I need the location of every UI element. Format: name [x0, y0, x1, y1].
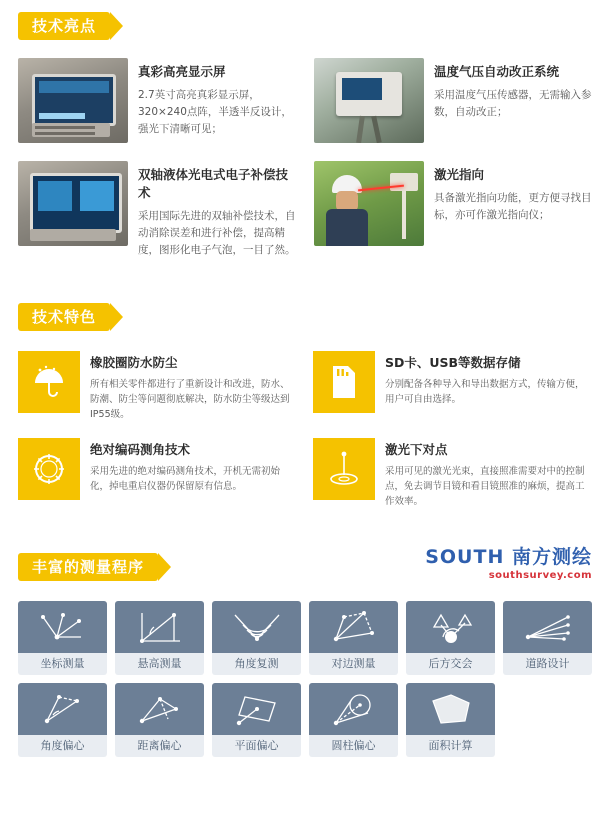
dual-axis-compensator-photo [18, 161, 128, 246]
brand-site: southsurvey.com [488, 569, 592, 581]
program-label: 悬高测量 [115, 653, 204, 675]
program-item [406, 683, 495, 757]
program-label: 后方交会 [406, 653, 495, 675]
program-label: 角度偏心 [18, 735, 107, 757]
road-design-icon [503, 601, 592, 653]
highlight-text [434, 161, 592, 259]
program-item [309, 601, 398, 675]
sd-card-icon [313, 351, 375, 413]
feature-title: 橡胶圈防水防尘 [90, 355, 178, 370]
page-root [0, 12, 610, 817]
highlight-title: 双轴液体光电式电子补偿技术 [138, 167, 289, 200]
highlight-item [18, 161, 296, 259]
laser-pointer-field-photo [314, 161, 424, 246]
resection-icon [406, 601, 495, 653]
program-label: 坐标测量 [18, 653, 107, 675]
highlight-item [314, 161, 592, 259]
program-item [115, 683, 204, 757]
program-item [212, 601, 301, 675]
program-item [503, 601, 592, 675]
feature-title: 绝对编码测角技术 [90, 442, 191, 457]
brand-logo [425, 547, 592, 581]
feature-title: SD卡、USB等数据存储 [385, 355, 521, 370]
highlight-text [138, 58, 296, 143]
programs-grid [18, 601, 592, 757]
highlight-item [314, 58, 592, 143]
section-header-features [18, 303, 610, 333]
program-label: 圆柱偏心 [309, 735, 398, 757]
program-label: 平面偏心 [212, 735, 301, 757]
highlight-item [18, 58, 296, 143]
missing-line-icon [309, 601, 398, 653]
program-item [406, 601, 495, 675]
feature-text [90, 438, 297, 509]
program-label: 对边测量 [309, 653, 398, 675]
section-header-highlights [18, 12, 610, 42]
feature-item [313, 351, 592, 422]
encoder-disc-icon [18, 438, 80, 500]
highlight-desc: 具备激光指向功能，更方便寻找目标，亦可作激光指向仪； [434, 192, 592, 221]
feature-desc: 分别配备各种导入和导出数据方式，传输方便，用户可自由选择。 [385, 379, 585, 405]
feature-desc: 所有相关零件都进行了重新设计和改进，防水、防潮、防尘等问题彻底解决，防水防尘等级达到IP55级。 [90, 379, 290, 420]
highlight-desc: 采用温度气压传感器，无需输入参数，自动改正； [434, 89, 592, 118]
section-title-programs: 丰富的测量程序 [18, 553, 158, 581]
highlight-desc: 2.7英寸高亮真彩显示屏，320×240点阵，半透半反设计，强光下清晰可见； [138, 89, 292, 135]
highlight-title: 真彩高亮显示屏 [138, 64, 226, 79]
feature-desc: 采用先进的绝对编码测角技术，开机无需初始化，掉电重启仪器仍保留原有信息。 [90, 466, 281, 492]
section-title-features: 技术特色 [18, 303, 110, 331]
program-item [115, 601, 204, 675]
distance-offset-icon [115, 683, 204, 735]
program-label: 面积计算 [406, 735, 495, 757]
program-label: 角度复测 [212, 653, 301, 675]
program-label: 道路设计 [503, 653, 592, 675]
laser-plummet-icon [313, 438, 375, 500]
feature-item [18, 438, 297, 509]
feature-text [385, 351, 592, 422]
program-item [18, 683, 107, 757]
cylinder-offset-icon [309, 683, 398, 735]
program-item [212, 683, 301, 757]
brand-name-cn: 南方测绘 [511, 546, 592, 568]
section-title-highlights: 技术亮点 [18, 12, 110, 40]
highlight-desc: 采用国际先进的双轴补偿技术，自动消除误差和进行补偿，提高精度，图形化电子气泡，一目了然。 [138, 210, 296, 256]
feature-text [385, 438, 592, 509]
highlight-title: 激光指向 [434, 167, 485, 182]
brand-name-en: SOUTH [425, 546, 505, 568]
area-calculation-icon [406, 683, 495, 735]
highlight-text [434, 58, 592, 143]
total-station-display-photo [18, 58, 128, 143]
highlight-text [138, 161, 296, 259]
program-label: 距离偏心 [115, 735, 204, 757]
umbrella-icon [18, 351, 80, 413]
feature-desc: 采用可见的激光光束，直接照准需要对中的控制点，免去调节目镜和看目镜照准的麻烦，提高工作效率。 [385, 466, 585, 507]
feature-text [90, 351, 297, 422]
feature-item [313, 438, 592, 509]
angle-repetition-icon [212, 601, 301, 653]
feature-item [18, 351, 297, 422]
plane-offset-icon [212, 683, 301, 735]
coordinate-survey-icon [18, 601, 107, 653]
features-grid [18, 351, 592, 509]
angle-offset-icon [18, 683, 107, 735]
highlight-title: 温度气压自动改正系统 [434, 64, 560, 79]
section-header-programs [18, 546, 610, 583]
program-item [18, 601, 107, 675]
total-station-outdoor-photo [314, 58, 424, 143]
feature-title: 激光下对点 [385, 442, 448, 457]
program-item [309, 683, 398, 757]
highlights-grid [18, 58, 592, 259]
remote-height-icon [115, 601, 204, 653]
